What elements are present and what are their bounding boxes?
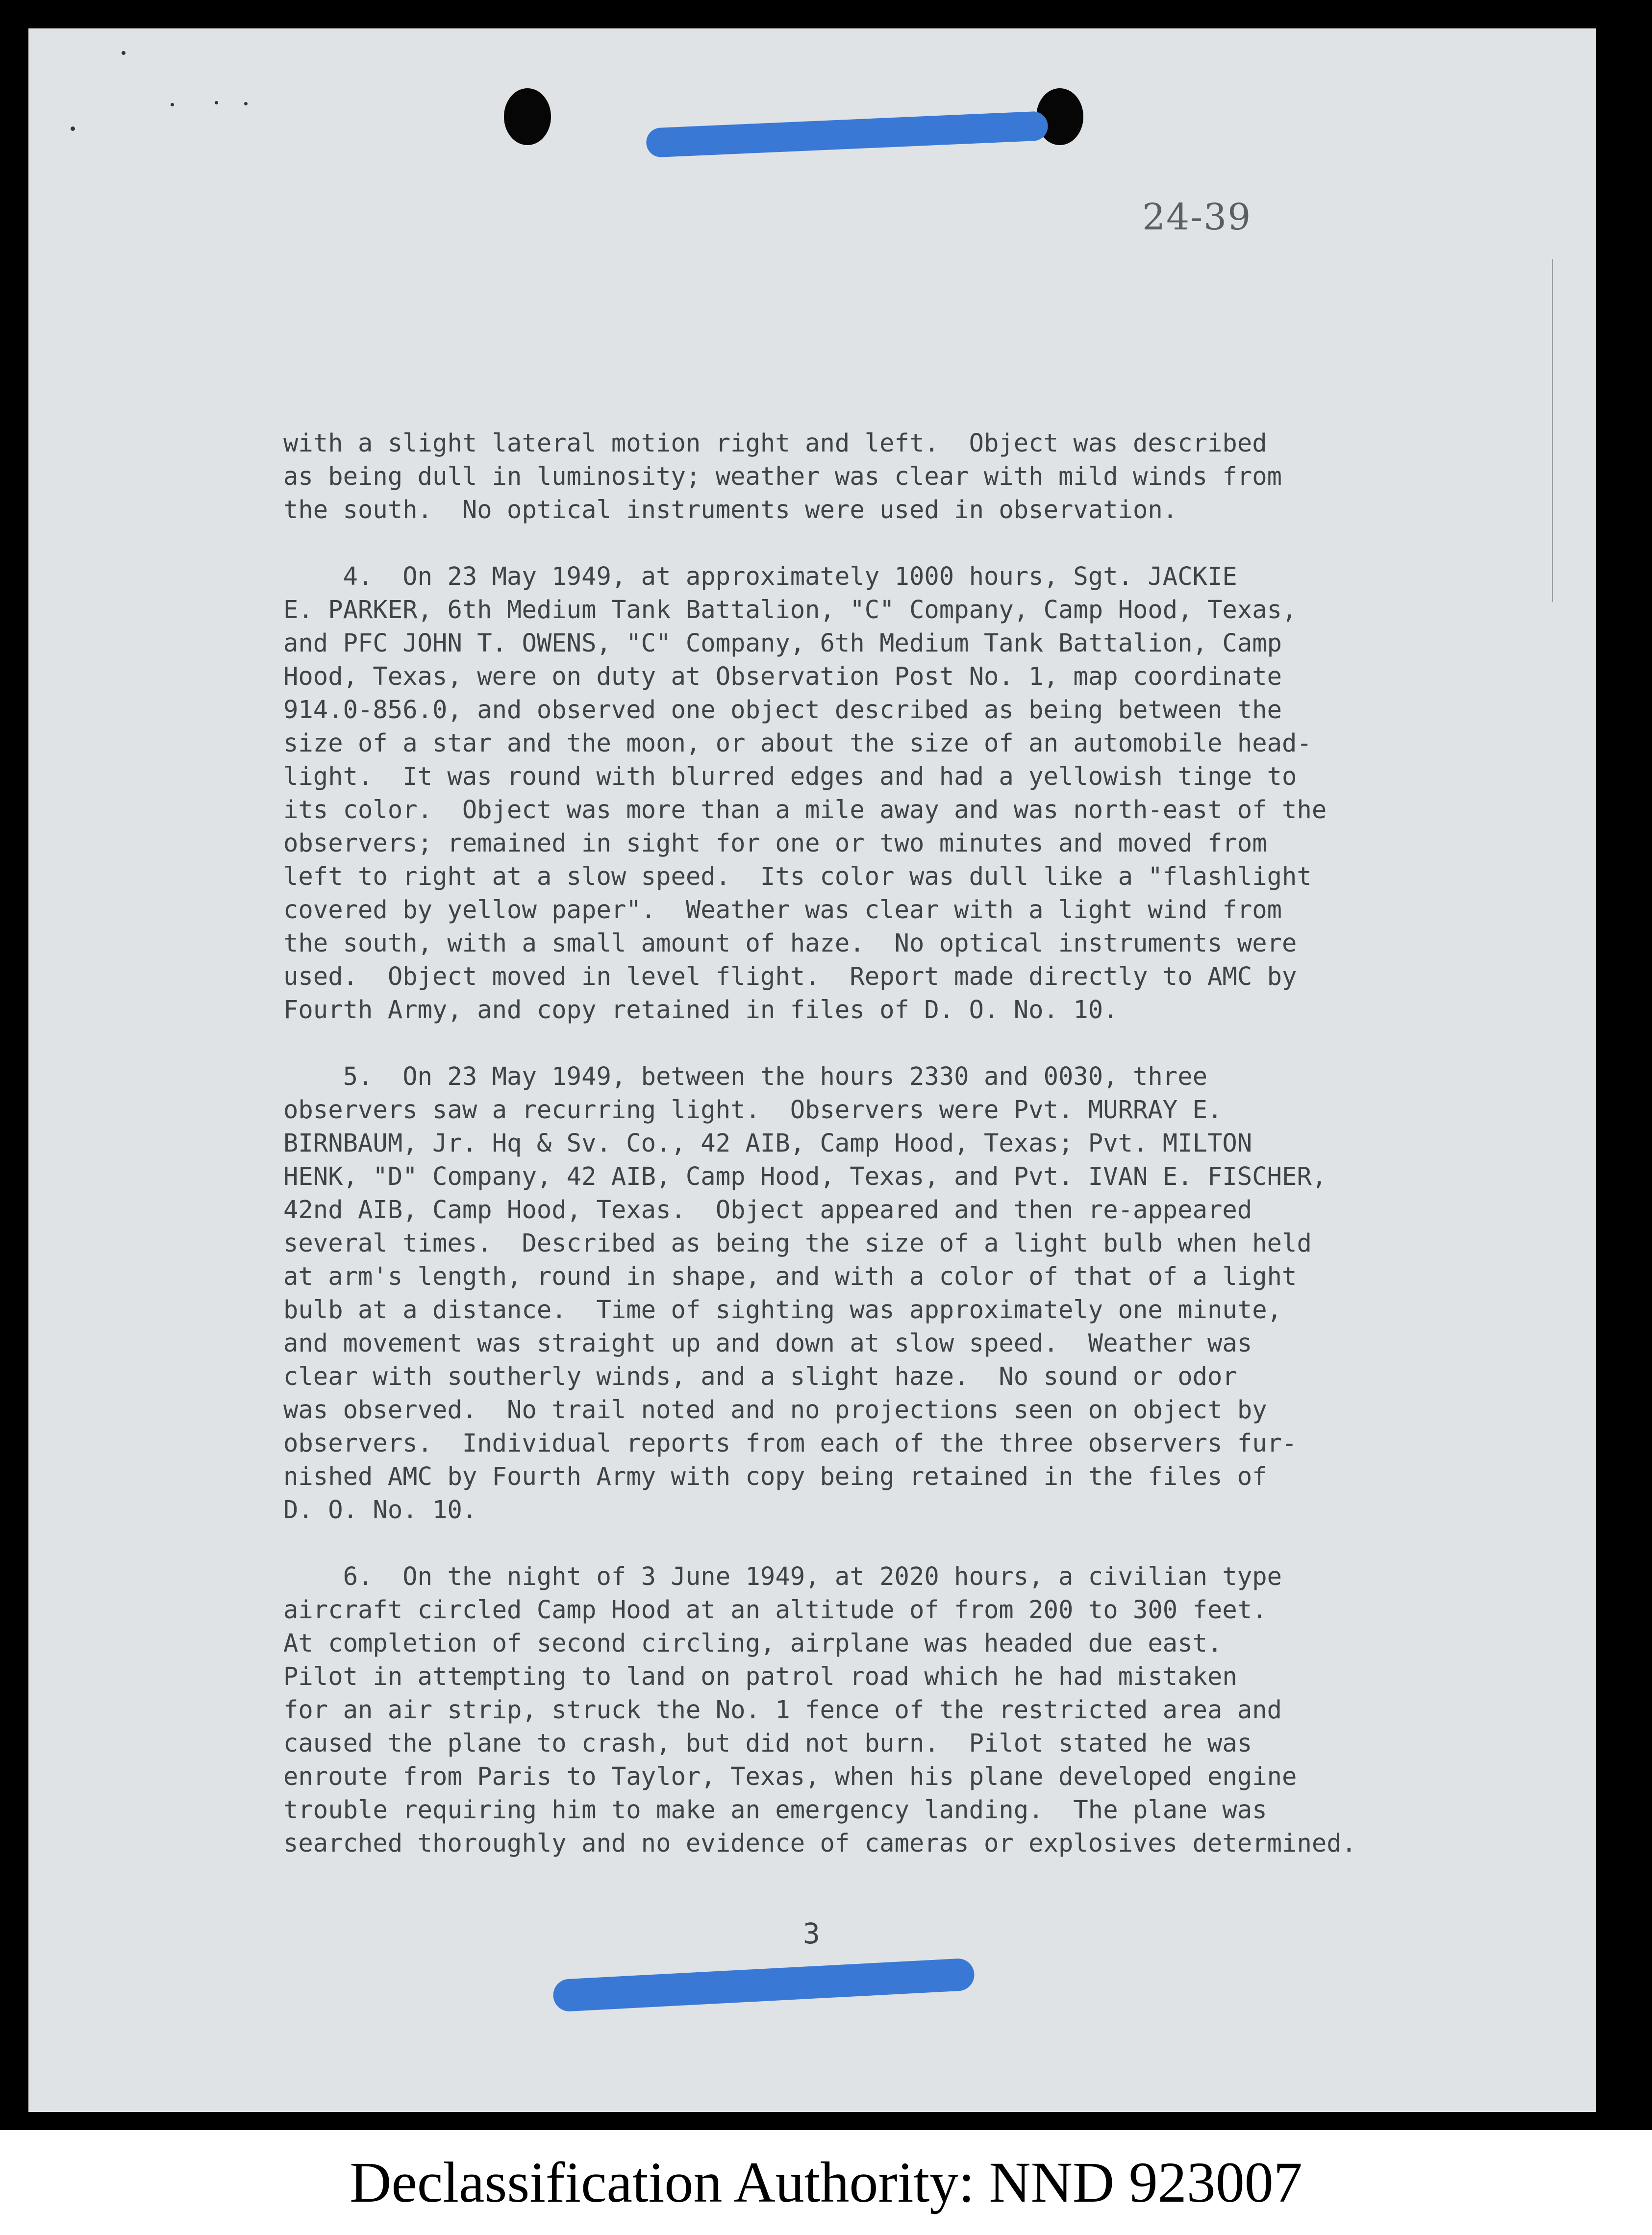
- text-line: bulb at a distance. Time of sighting was approximately one minute,: [283, 1295, 1282, 1324]
- text-line: 42nd AIB, Camp Hood, Texas. Object appeared and then re-appeared: [283, 1195, 1252, 1224]
- text-line: Pilot in attempting to land on patrol road which he had mistaken: [283, 1662, 1237, 1691]
- text-line: light. It was round with blurred edges and had a yellowish tinge to: [283, 762, 1297, 791]
- text-line: nished AMC by Fourth Army with copy being retained in the files of: [283, 1462, 1267, 1491]
- document-body: [283, 427, 1470, 1893]
- text-line: several times. Described as being the size of a light bulb when held: [283, 1229, 1312, 1257]
- page-number: 3: [803, 1917, 820, 1950]
- paragraph-6: [283, 1560, 1470, 1860]
- text-line: and PFC JOHN T. OWENS, "C" Company, 6th Medium Tank Battalion, Camp: [283, 628, 1282, 657]
- declassification-footer: Declassification Authority: NND 923007: [350, 2150, 1302, 2214]
- text-line: E. PARKER, 6th Medium Tank Battalion, "C" Company, Camp Hood, Texas,: [283, 595, 1297, 624]
- dust-speck: [215, 101, 218, 104]
- text-line: size of a star and the moon, or about the size of an automobile head-: [283, 728, 1312, 757]
- text-line: at arm's length, round in shape, and with a color of that of a light: [283, 1262, 1297, 1291]
- text-line: Fourth Army, and copy retained in files of D. O. No. 10.: [283, 995, 1118, 1024]
- page-edge-line: [1552, 259, 1553, 602]
- text-line: used. Object moved in level flight. Report made directly to AMC by: [283, 962, 1297, 991]
- text-line: the south. No optical instruments were used in observation.: [283, 495, 1178, 524]
- text-line: At completion of second circling, airplane was headed due east.: [283, 1629, 1223, 1657]
- text-line: trouble requiring him to make an emergency landing. The plane was: [283, 1795, 1267, 1824]
- text-line: clear with southerly winds, and a slight haze. No sound or odor: [283, 1362, 1237, 1391]
- dust-speck: [244, 102, 248, 105]
- blue-marker-stroke-bottom: [552, 1958, 975, 2012]
- text-line: 5. On 23 May 1949, between the hours 2330 and 0030, three: [283, 1062, 1208, 1091]
- reference-number: 24-39: [1142, 196, 1252, 238]
- text-line: covered by yellow paper". Weather was clear with a light wind from: [283, 895, 1282, 924]
- text-line: with a slight lateral motion right and left. Object was described: [283, 428, 1267, 457]
- text-line: its color. Object was more than a mile away and was north-east of the: [283, 795, 1327, 824]
- text-line: BIRNBAUM, Jr. Hq & Sv. Co., 42 AIB, Camp Hood, Texas; Pvt. MILTON: [283, 1129, 1252, 1157]
- dust-speck: [71, 126, 75, 131]
- text-line: and movement was straight up and down at slow speed. Weather was: [283, 1329, 1252, 1357]
- dust-speck: [122, 51, 125, 55]
- text-line: caused the plane to crash, but did not burn. Pilot stated he was: [283, 1729, 1252, 1758]
- text-line: D. O. No. 10.: [283, 1495, 477, 1524]
- blue-marker-stroke-top: [646, 111, 1049, 158]
- text-line: the south, with a small amount of haze. No optical instruments were: [283, 929, 1297, 957]
- text-line: searched thoroughly and no evidence of cameras or explosives determined.: [283, 1829, 1357, 1858]
- paragraph-5: [283, 1060, 1470, 1527]
- text-line: HENK, "D" Company, 42 AIB, Camp Hood, Texas, and Pvt. IVAN E. FISCHER,: [283, 1162, 1327, 1191]
- text-line: 4. On 23 May 1949, at approximately 1000 hours, Sgt. JACKIE: [283, 562, 1237, 591]
- dust-speck: [171, 103, 174, 106]
- text-line: aircraft circled Camp Hood at an altitude of from 200 to 300 feet.: [283, 1595, 1267, 1624]
- paragraph-continuation: [283, 427, 1470, 527]
- paragraph-4: [283, 560, 1470, 1027]
- text-line: was observed. No trail noted and no projections seen on object by: [283, 1395, 1267, 1424]
- text-line: left to right at a slow speed. Its color was dull like a "flashlight: [283, 862, 1312, 891]
- text-line: observers. Individual reports from each of the three observers fur-: [283, 1429, 1297, 1457]
- text-line: 6. On the night of 3 June 1949, at 2020 hours, a civilian type: [283, 1562, 1282, 1591]
- text-line: Hood, Texas, were on duty at Observation Post No. 1, map coordinate: [283, 662, 1282, 691]
- text-line: as being dull in luminosity; weather was clear with mild winds from: [283, 462, 1282, 491]
- punch-hole-left: [504, 88, 551, 145]
- text-line: 914.0-856.0, and observed one object described as being between the: [283, 695, 1282, 724]
- text-line: observers; remained in sight for one or two minutes and moved from: [283, 829, 1267, 857]
- text-line: for an air strip, struck the No. 1 fence of the restricted area and: [283, 1695, 1282, 1724]
- text-line: enroute from Paris to Taylor, Texas, when his plane developed engine: [283, 1762, 1297, 1791]
- text-line: observers saw a recurring light. Observers were Pvt. MURRAY E.: [283, 1095, 1223, 1124]
